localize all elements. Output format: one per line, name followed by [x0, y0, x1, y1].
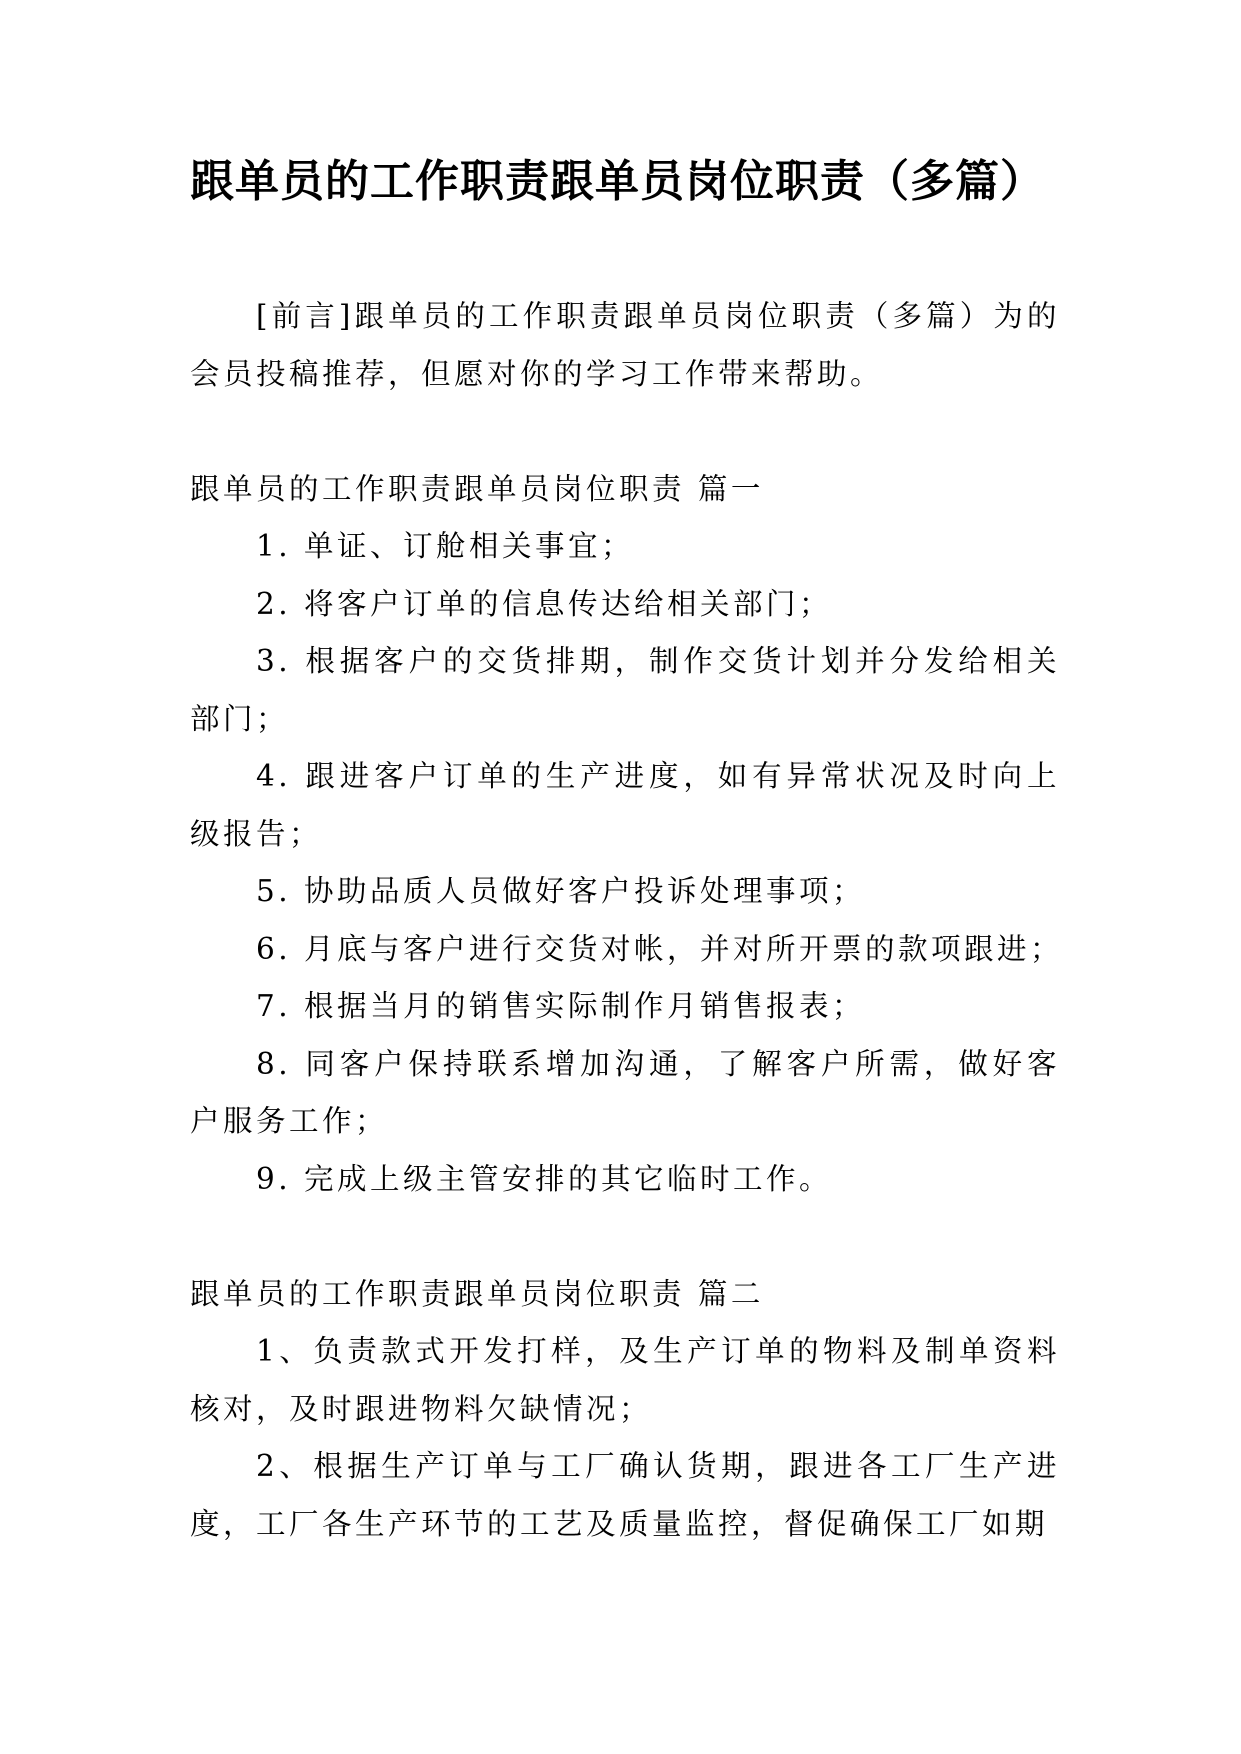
list-item: 2. 将客户订单的信息传达给相关部门； [256, 586, 833, 621]
list-item: 1、负责款式开发打样，及生产订单的物料及制单资料核对，及时跟进物料欠缺情况； [190, 1334, 1060, 1426]
spacer [190, 1208, 1060, 1266]
list-item: 7. 根据当月的销售实际制作月销售报表； [256, 989, 866, 1023]
list-item: 8. 同客户保持联系增加沟通，了解客户所需，做好客户服务工作； [190, 1046, 1060, 1138]
list-item: 4. 跟进客户订单的生产进度，如有异常状况及时向上级报告； [190, 759, 1060, 851]
list-item: 9. 完成上级主管安排的其它临时工作。 [256, 1161, 833, 1196]
spacer [190, 403, 1060, 461]
document-body [190, 288, 1064, 1553]
list-item: 6. 月底与客户进行交货对帐，并对所开票的款项跟进； [256, 931, 1064, 966]
list-item: 1. 单证、订舱相关事宜； [256, 529, 635, 563]
section-heading: 跟单员的工作职责跟单员岗位职责 篇二 [190, 1276, 764, 1311]
document-title: 跟单员的工作职责跟单员岗位职责（多篇） [190, 156, 1045, 207]
list-item: 3. 根据客户的交货排期，制作交货计划并分发给相关部门； [190, 644, 1060, 736]
preface-paragraph: [前言]跟单员的工作职责跟单员岗位职责（多篇）为的会员投稿推荐，但愿对你的学习工作带来帮助。 [190, 299, 1060, 391]
list-item: 2、根据生产订单与工厂确认货期，跟进各工厂生产进度，工厂各生产环节的工艺及质量监控，督促确保工厂如期 [190, 1449, 1060, 1541]
list-item: 5. 协助品质人员做好客户投诉处理事项； [256, 874, 866, 908]
section-heading: 跟单员的工作职责跟单员岗位职责 篇一 [190, 471, 764, 506]
